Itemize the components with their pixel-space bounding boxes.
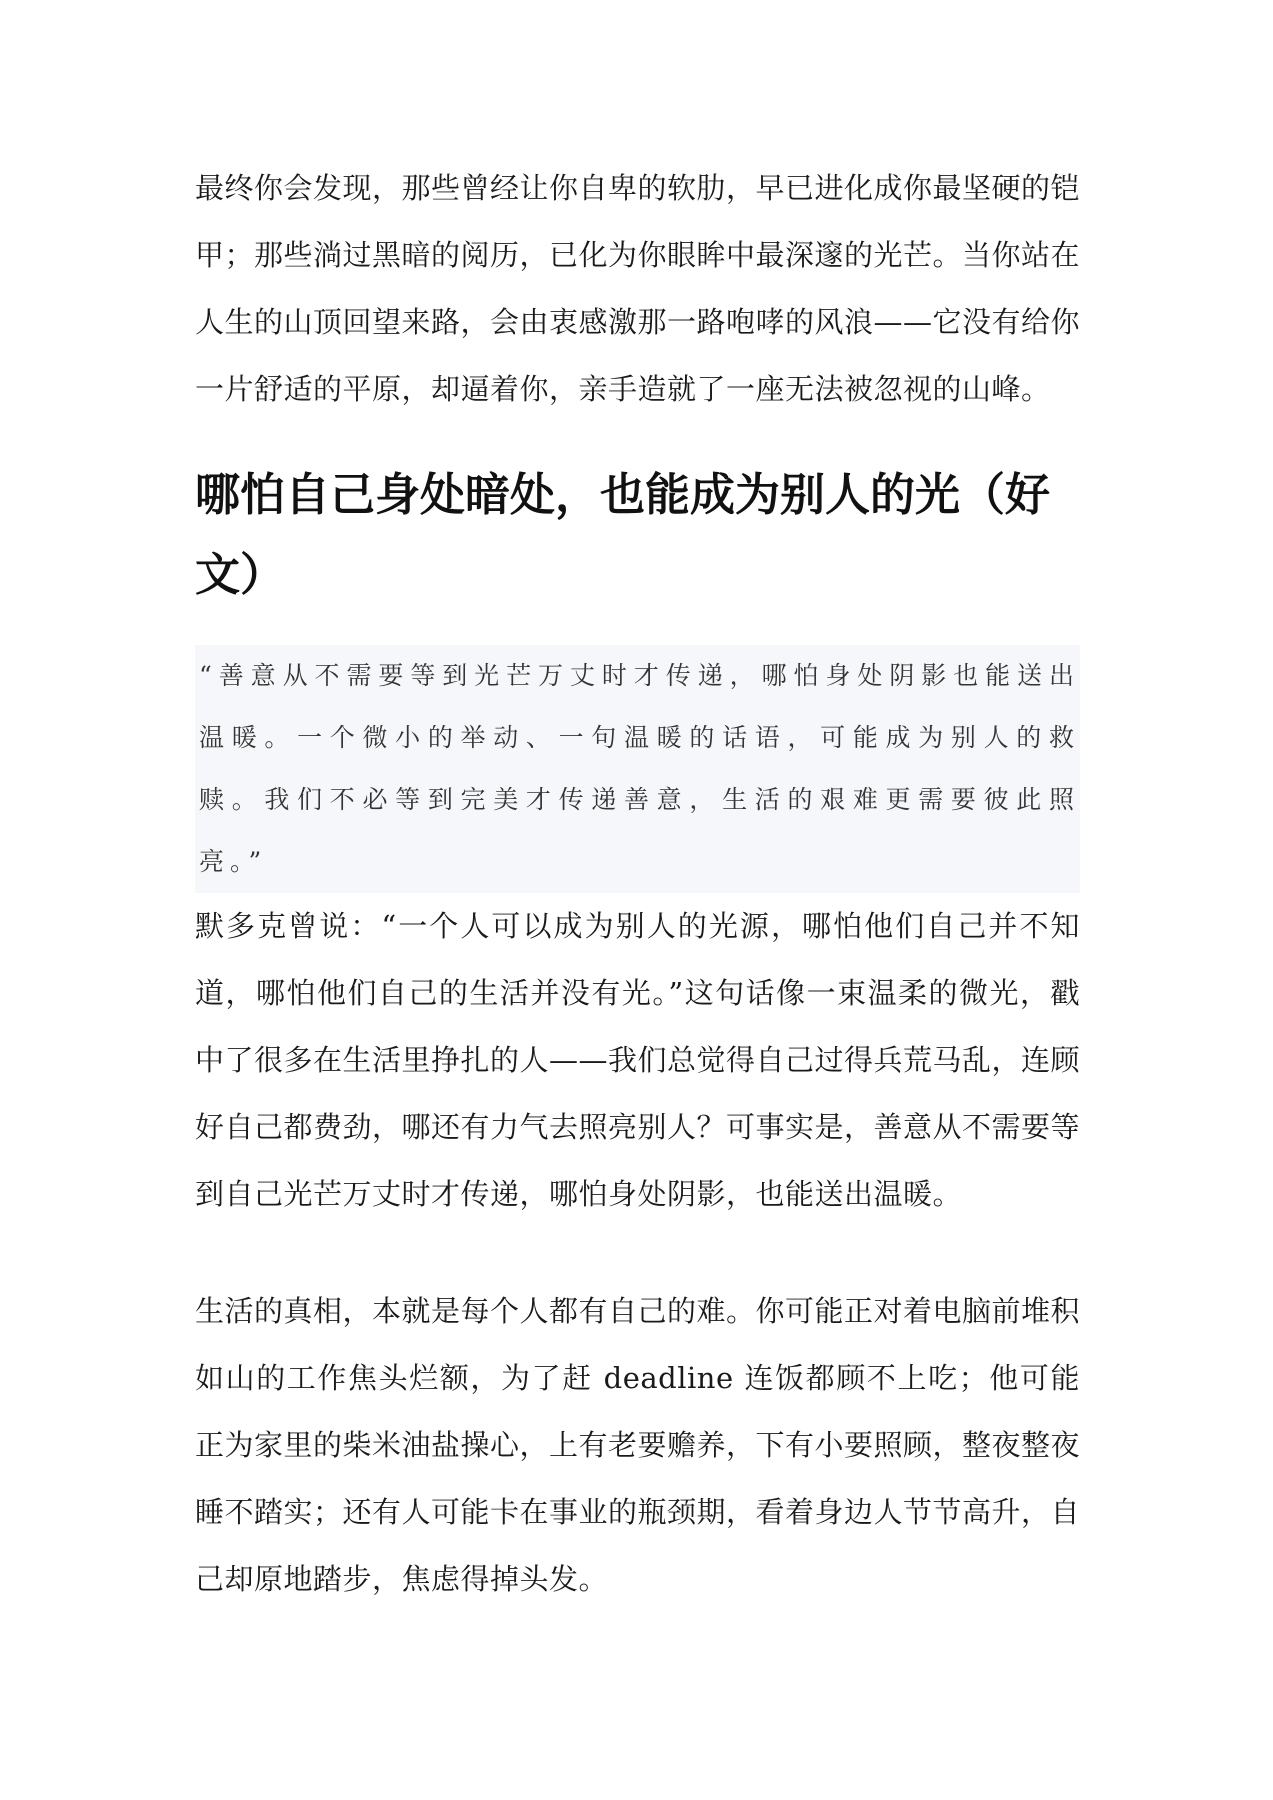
- intro-paragraph: 最终你会发现，那些曾经让你自卑的软肋，早已进化成你最坚硬的铠甲；那些淌过黑暗的阅历，已化为你眼眸中最深邃的光芒。当你站在人生的山顶回望来路，会由衷感激那一路咆哮的风浪——它没有给你一片舒适的平原，却逼着你，亲手造就了一座无法被忽视的山峰。: [195, 171, 1081, 406]
- paragraph-gap: [195, 1228, 1080, 1278]
- quote-text: “善意从不需要等到光芒万丈时才传递，哪怕身处阴影也能送出温暖。一个微小的举动、一句温暖的话语，可能成为别人的救赎。我们不必等到完美才传递善意，生活的艰难更需要彼此照亮。”: [199, 661, 1080, 876]
- article-title: 哪怕自己身处暗处，也能成为别人的光（好文）: [195, 468, 1051, 601]
- document-page: [195, 155, 1080, 1613]
- body-paragraph-2: 生活的真相，本就是每个人都有自己的难。你可能正对着电脑前堆积如山的工作焦头烂额，为了赶 deadline 连饭都顾不上吃；他可能正为家里的柴米油盐操心，上有老要赡养，下有小要照顾，整夜整夜睡不踏实；还有人可能卡在事业的瓶颈期，看着身边人节节高升，自己却原地踏步，焦虑得掉头发。: [195, 1294, 1081, 1596]
- quote-block: [195, 645, 1080, 893]
- body-paragraph-1: 默多克曾说：“一个人可以成为别人的光源，哪怕他们自己并不知道，哪怕他们自己的生活并没有光。”这句话像一束温柔的微光，戳中了很多在生活里挣扎的人——我们总觉得自己过得兵荒马乱，连顾好自己都费劲，哪还有力气去照亮别人？可事实是，善意从不需要等到自己光芒万丈时才传递，哪怕身处阴影，也能送出温暖。: [195, 909, 1081, 1211]
